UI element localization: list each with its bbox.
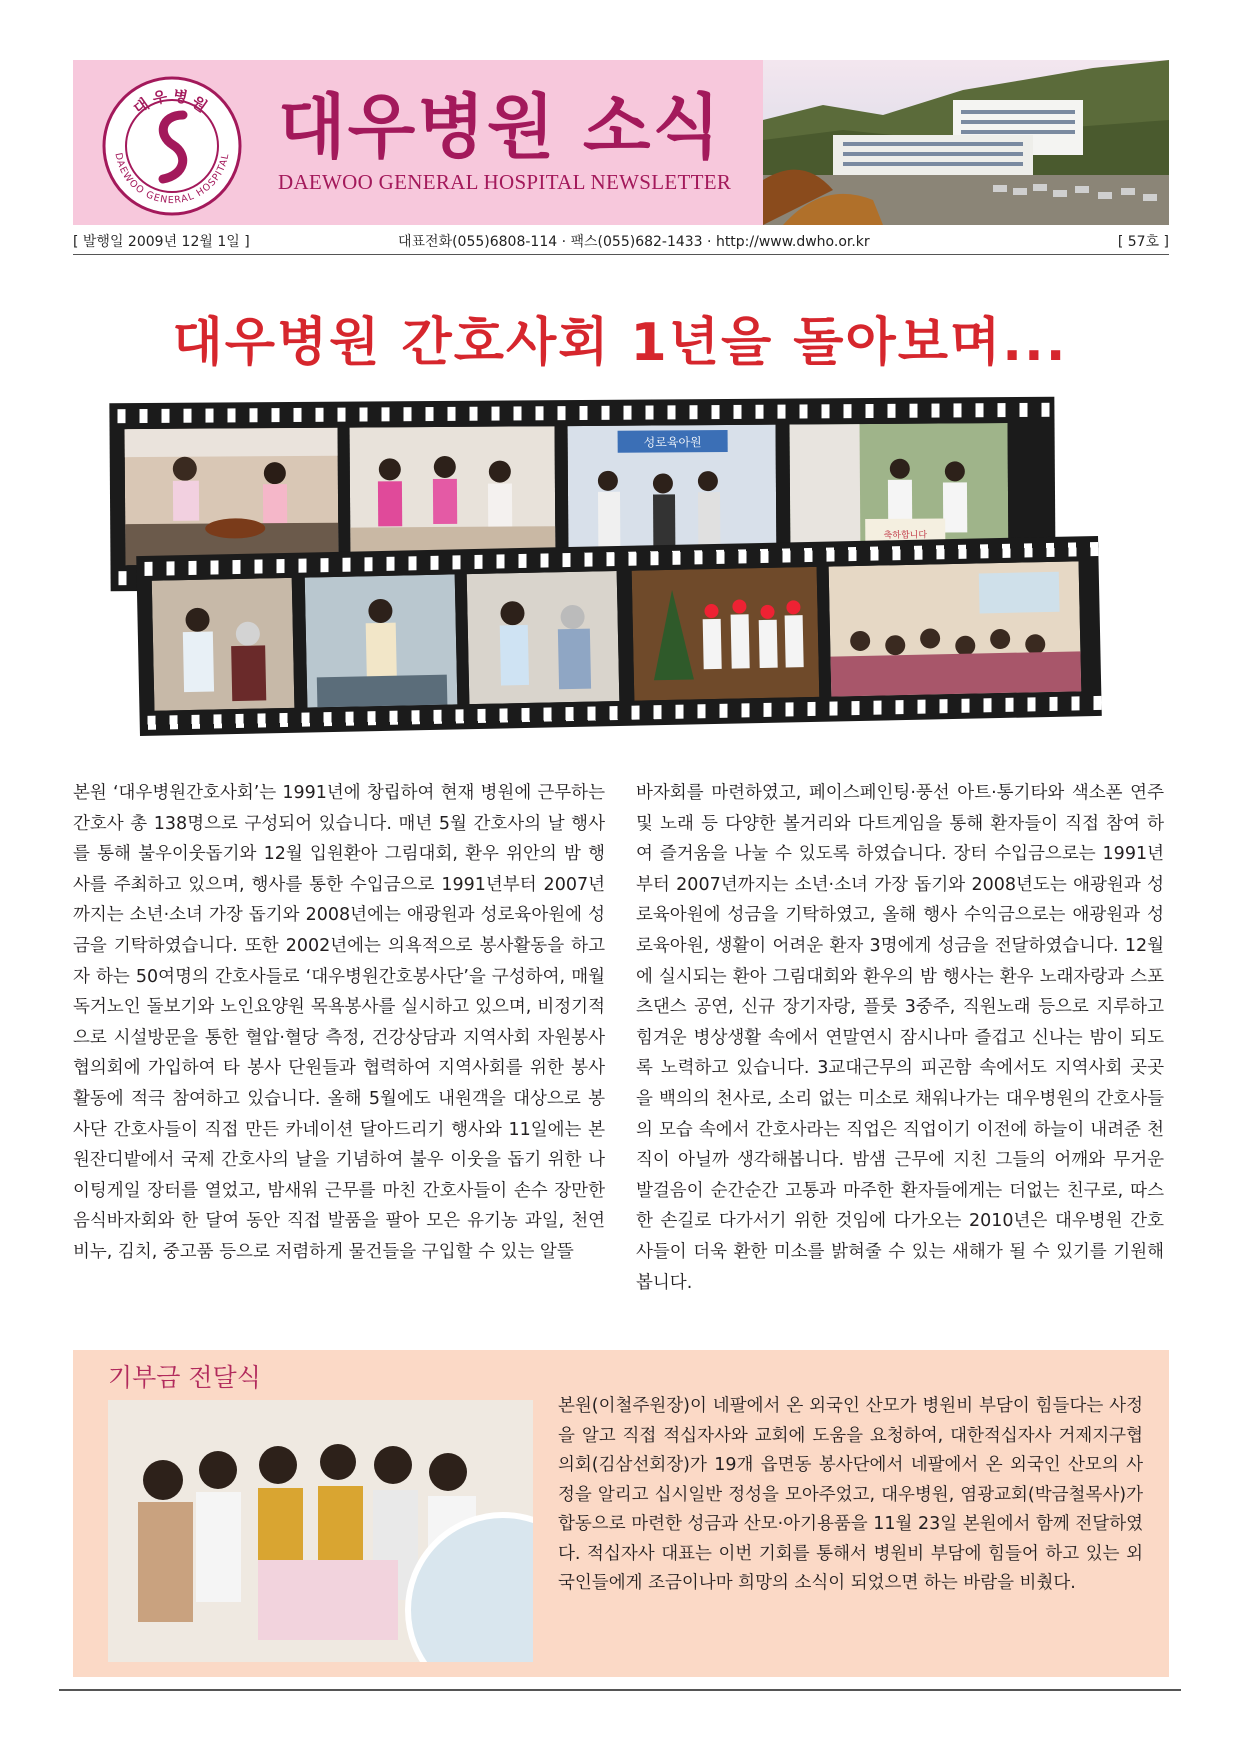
hospital-building-photo xyxy=(763,60,1169,225)
publish-date: [ 발행일 2009년 12월 1일 ] xyxy=(73,234,250,250)
photo-nurses-serving xyxy=(350,426,556,563)
orphanage-sign-text: 성로육아원 xyxy=(643,435,702,450)
photo-nurse-patient xyxy=(467,571,620,704)
logo-korean-text: 대우병원 xyxy=(130,86,214,118)
donation-ceremony-photo xyxy=(108,1400,533,1662)
footer-divider xyxy=(59,1689,1181,1691)
photo-elderly-care xyxy=(152,578,295,711)
photo-bazaar-cooking xyxy=(125,428,339,565)
hospital-logo xyxy=(101,75,243,217)
issue-number: [ 57호 ] xyxy=(1117,234,1169,250)
article-right-column: 바자회를 마련하였고, 페이스페인팅·풍선 아트·통기타와 색소폰 연주 및 노래 등 다양한 볼거리와 다트게임을 통해 환자들이 직접 참여 하여 즐거움을 나눌 수 있도록 하였습니다. 장터 수입금으로는 1991년부터 2007년까지는 소년·소녀 가장 돕기와 2008년도는 애광원과 성로육아원에 성금을 기탁하였고, 올해 행사 수익금으로는 애광원과 성로육아원, 생활이 어려운 환자 3명에게 성금을 전달하였습니다. 12월에 실시되는 환아 그림대회와 환우의 밤 행사는 환우 노래자랑과 스포츠댄스 공연, 신규 장기자랑, 플룻 3중주, 직원노래 등으로 지루하고 힘겨운 병상생활 속에서 연말연시 잠시나마 즐겁고 신나는 밤이 되도록 노력하고 있습니다. 3교대근무의 피곤함 속에서도 지역사회 곳곳을 백의의 천사로, 소리 없는 미소로 채워나가는 대우병원의 간호사들의 모습 속에서 간호사라는 직업은 직업이기 이전에 하늘이 내려준 천직이 아닐까 생각해봅니다. 밤샘 근무에 지친 그들의 어깨와 무거운 발걸음이 순간순간 고통과 마주한 환자들에게는 더없는 친구로, 따스한 손길로 다가서기 위한 것임에 다가오는 2010년은 대우병원 간호사들이 더욱 환한 미소를 밝혀줄 수 있는 새해가 될 수 있기를 기원해봅니다. xyxy=(636,783,1164,1293)
newsletter-title: 대우병원 소식 xyxy=(278,86,723,168)
masthead xyxy=(73,60,1169,225)
photo-patients-night-event xyxy=(829,561,1082,696)
article-left-column: 본원 ‘대우병원간호사회’는 1991년에 창립하여 현재 병원에 근무하는 간호사 총 138명으로 구성되어 있습니다. 매년 5월 간호사의 날 행사를 통해 불우이웃돕기와 12월 입원환아 그림대회, 환우 위안의 밤 행사를 주최하고 있으며, 행사를 통한 수입금으로 1991년부터 2007년까지는 소년·소녀 가장 돕기와 2008년에는 애광원과 성로육아원에 성금을 기탁하였습니다. 또한 2002년에는 의욕적으로 봉사활동을 하고자 하는 50여명의 간호사들로 ‘대우병원간호봉사단’을 구성하여, 매월 독거노인 돌보기와 노인요양원 목욕봉사를 실시하고 있으며, 비정기적으로 시설방문을 통한 혈압·혈당 측정, 건강상담과 지역사회 자원봉사 협의회에 가입하여 타 봉사 단원들과 협력하여 지역사회를 위한 봉사활동에 적극 참여하고 있습니다. 올해 5월에도 내원객을 대상으로 봉사단 간호사들이 직접 만든 카네이션 달아드리기 행사와 11일에는 본원잔디밭에서 국제 간호사의 날을 기념하여 불우 이웃을 돕기 위한 나이팅게일 장터를 열었고, 밤새워 근무를 마친 간호사들이 손수 장만한 음식바자회와 한 달여 동안 직접 발품을 팔아 모은 유기농 과일, 천연비누, 김치, 중고품 등으로 저렴하게 물건들을 구입할 수 있는 알뜰 xyxy=(73,783,605,1262)
donation-title: 기부금 전달식 xyxy=(108,1363,261,1392)
film-strip-bottom xyxy=(136,536,1102,736)
article-headline: 대우병원 간호사회 1년을 돌아보며... xyxy=(172,313,1068,373)
donation-text: 본원(이철주원장)이 네팔에서 온 외국인 산모가 병원비 부담이 힘들다는 사정을 알고 직접 적십자사와 교회에 도움을 요청하여, 대한적십자사 거제지구협의회(김삼선회장)가 19개 읍면동 봉사단에서 네팔에서 온 외국인 산모의 사정을 알리고 십시일반 정성을 모아주었고, 대우병원, 염광교회(박금철목사)가 합동으로 마련한 성금과 산모·아기용품을 11월 23일 본원에서 함께 전달하였다. 적십자사 대표는 이번 기회를 통해서 병원비 부담에 힘들어 하고 있는 외국인들에게 조금이나마 희망의 소식이 되었으면 하는 바람을 비췄다. xyxy=(558,1396,1143,1593)
logo-english-text: DAEWOO GENERAL HOSPITAL xyxy=(112,151,232,207)
photo-hair-washing xyxy=(305,574,458,707)
photo-children-performance xyxy=(632,567,820,701)
carnation-card-text: 축하합니다 xyxy=(883,530,928,541)
issue-info-bar xyxy=(73,228,1169,255)
newsletter-subtitle: DAEWOO GENERAL HOSPITAL NEWSLETTER xyxy=(278,170,732,194)
photo-orphanage-donation xyxy=(568,425,777,562)
contact-info: 대표전화(055)6808-114 · 팩스(055)682-1433 · http://www.dwho.or.kr xyxy=(398,234,870,250)
donation-section xyxy=(73,1350,1169,1677)
